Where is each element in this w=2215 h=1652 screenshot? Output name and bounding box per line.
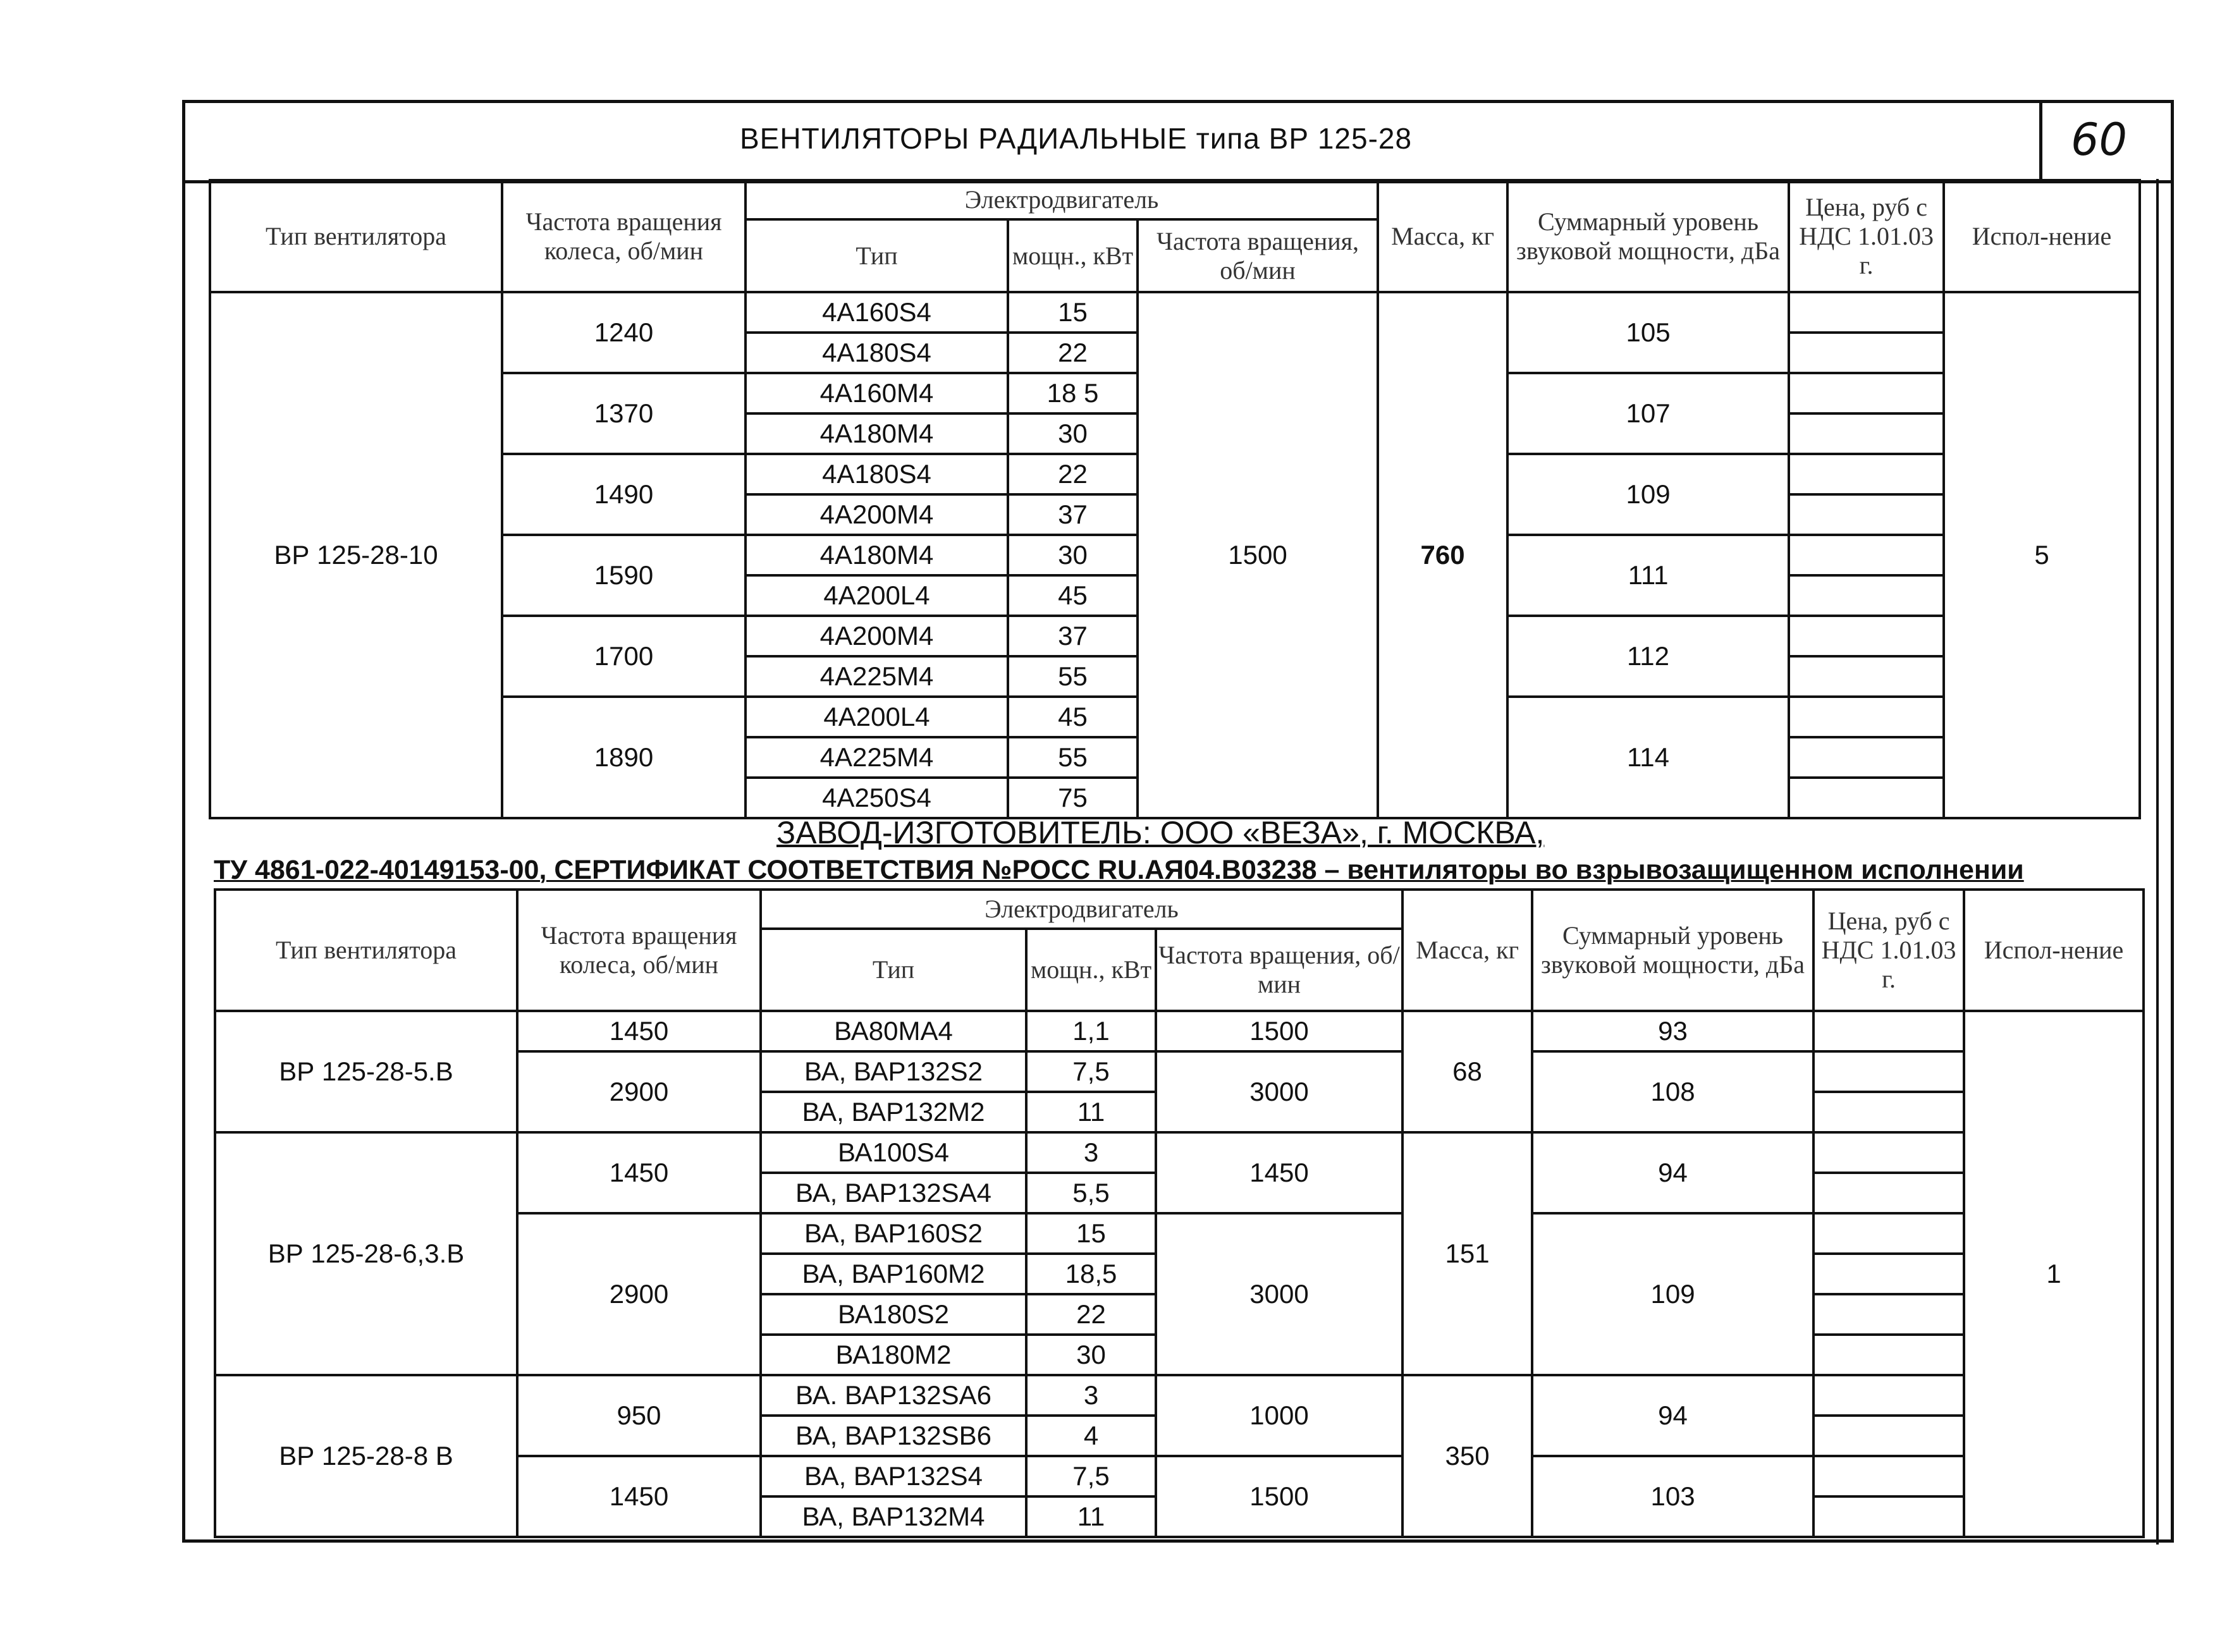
motor-power-cell: 18 5 <box>1008 373 1138 413</box>
motor-power-cell: 1,1 <box>1026 1011 1156 1051</box>
wheel-speed-cell: 1890 <box>502 697 745 818</box>
price-cell <box>1813 1496 1964 1537</box>
header-noise: Суммарный уровень звуковой мощности, дБа <box>1507 180 1789 292</box>
motor-type-cell: 4А180S4 <box>745 454 1008 494</box>
price-cell <box>1789 737 1944 778</box>
motor-type-cell: ВА. ВАР132SA6 <box>761 1375 1026 1416</box>
noise-cell: 111 <box>1507 535 1789 616</box>
noise-cell: 114 <box>1507 697 1789 818</box>
motor-type-cell: ВА, ВАР132SB6 <box>761 1416 1026 1456</box>
motor-speed-cell: 1500 <box>1156 1011 1402 1051</box>
noise-cell: 112 <box>1507 616 1789 697</box>
price-cell <box>1789 616 1944 656</box>
table-row <box>215 1375 2144 1416</box>
price-cell <box>1813 1335 1964 1375</box>
motor-type-cell: ВА, ВАР132SA4 <box>761 1173 1026 1213</box>
motor-speed-cell: 1000 <box>1156 1375 1402 1456</box>
motor-speed-cell: 1450 <box>1156 1132 1402 1213</box>
motor-type-cell: 4А160S4 <box>745 292 1008 333</box>
motor-power-cell: 15 <box>1008 292 1138 333</box>
motor-type-cell: 4А225М4 <box>745 737 1008 778</box>
header-version: Испол-нение <box>1944 180 2140 292</box>
price-cell <box>1789 413 1944 454</box>
motor-power-cell: 75 <box>1008 778 1138 818</box>
header-motor: Электродвигатель <box>761 890 1402 929</box>
motor-type-cell: ВА80МА4 <box>761 1011 1026 1051</box>
motor-power-cell: 30 <box>1008 413 1138 454</box>
motor-speed-cell: 3000 <box>1156 1213 1402 1375</box>
motor-power-cell: 22 <box>1026 1294 1156 1335</box>
price-cell <box>1813 1011 1964 1051</box>
motor-power-cell: 45 <box>1008 575 1138 616</box>
header-wheel-speed: Частота вращения колеса, об/мин <box>502 180 745 292</box>
price-cell <box>1813 1213 1964 1254</box>
motor-type-cell: 4А200М4 <box>745 494 1008 535</box>
motor-type-cell: ВА, ВАР132S4 <box>761 1456 1026 1496</box>
header-version: Испол-нение <box>1964 890 2144 1011</box>
header-motor-type: Тип <box>761 929 1026 1011</box>
fan-type-cell: ВР 125-28-5.В <box>215 1011 517 1132</box>
header-mass: Масса, кг <box>1378 180 1507 292</box>
motor-type-cell: ВА, ВАР132М2 <box>761 1092 1026 1132</box>
price-cell <box>1813 1092 1964 1132</box>
price-cell <box>1789 292 1944 333</box>
noise-cell: 109 <box>1507 454 1789 535</box>
mass-cell: 151 <box>1402 1132 1532 1375</box>
price-cell <box>1789 333 1944 373</box>
price-cell <box>1789 373 1944 413</box>
motor-type-cell: ВА, ВАР132М4 <box>761 1496 1026 1537</box>
motor-type-cell: 4А180М4 <box>745 413 1008 454</box>
right-margin-line <box>2156 179 2159 1545</box>
noise-cell: 94 <box>1532 1375 1813 1456</box>
price-cell <box>1789 494 1944 535</box>
header-mass: Масса, кг <box>1402 890 1532 1011</box>
motor-type-cell: ВА100S4 <box>761 1132 1026 1173</box>
mass-cell: 350 <box>1402 1375 1532 1537</box>
motor-power-cell: 11 <box>1026 1092 1156 1132</box>
motor-power-cell: 7,5 <box>1026 1051 1156 1092</box>
motor-power-cell: 18,5 <box>1026 1254 1156 1294</box>
noise-cell: 109 <box>1532 1213 1813 1375</box>
motor-type-cell: 4А160М4 <box>745 373 1008 413</box>
header-price: Цена, руб с НДС 1.01.03 г. <box>1813 890 1964 1011</box>
motor-power-cell: 22 <box>1008 454 1138 494</box>
noise-cell: 108 <box>1532 1051 1813 1132</box>
table-row <box>210 292 2140 333</box>
manufacturer-line: ЗАВОД-ИЗГОТОВИТЕЛЬ: ООО «ВЕЗА», г. МОСКВА, <box>776 815 1545 850</box>
motor-power-cell: 37 <box>1008 616 1138 656</box>
noise-cell: 94 <box>1532 1132 1813 1213</box>
price-cell <box>1789 454 1944 494</box>
motor-type-cell: 4А200L4 <box>745 575 1008 616</box>
price-cell <box>1813 1051 1964 1092</box>
noise-cell: 107 <box>1507 373 1789 454</box>
mass-cell: 760 <box>1378 292 1507 818</box>
wheel-speed-cell: 2900 <box>517 1051 761 1132</box>
wheel-speed-cell: 1450 <box>517 1132 761 1213</box>
price-cell <box>1813 1375 1964 1416</box>
motor-type-cell: ВА180S2 <box>761 1294 1026 1335</box>
table-row <box>215 1132 2144 1173</box>
motor-power-cell: 11 <box>1026 1496 1156 1537</box>
table-row <box>215 1011 2144 1051</box>
header-price: Цена, руб с НДС 1.01.03 г. <box>1789 180 1944 292</box>
motor-power-cell: 5,5 <box>1026 1173 1156 1213</box>
motor-type-cell: ВА, ВАР132S2 <box>761 1051 1026 1092</box>
mass-cell: 68 <box>1402 1011 1532 1132</box>
motor-power-cell: 3 <box>1026 1375 1156 1416</box>
wheel-speed-cell: 2900 <box>517 1213 761 1375</box>
price-cell <box>1813 1254 1964 1294</box>
price-cell <box>1789 697 1944 737</box>
price-cell <box>1813 1173 1964 1213</box>
motor-power-cell: 37 <box>1008 494 1138 535</box>
motor-speed-cell: 3000 <box>1156 1051 1402 1132</box>
page-title: ВЕНТИЛЯТОРЫ РАДИАЛЬНЫЕ типа ВР 125-28 <box>740 122 1413 155</box>
header-motor-speed: Частота вращения, об/мин <box>1156 929 1402 1011</box>
motor-type-cell: 4А180S4 <box>745 333 1008 373</box>
certificate-line: ТУ 4861-022-40149153-00, СЕРТИФИКАТ СООТВЕТСТВИЯ №РОСС RU.АЯ04.В03238 – вентиляторы во взрывозащищенном исполнении <box>214 855 2024 885</box>
price-cell <box>1813 1416 1964 1456</box>
motor-power-cell: 55 <box>1008 656 1138 697</box>
page-number: 60 <box>2071 114 2128 166</box>
wheel-speed-cell: 1450 <box>517 1011 761 1051</box>
header-motor-power: мощн., кВт <box>1008 219 1138 292</box>
motor-power-cell: 3 <box>1026 1132 1156 1173</box>
wheel-speed-cell: 950 <box>517 1375 761 1456</box>
fan-table-1 <box>209 179 2141 819</box>
noise-cell: 105 <box>1507 292 1789 373</box>
noise-cell: 103 <box>1532 1456 1813 1537</box>
motor-speed-cell: 1500 <box>1138 292 1378 818</box>
fan-type-cell: ВР 125-28-6,3.В <box>215 1132 517 1375</box>
motor-power-cell: 22 <box>1008 333 1138 373</box>
fan-table-2 <box>214 888 2145 1538</box>
motor-power-cell: 30 <box>1008 535 1138 575</box>
price-cell <box>1789 778 1944 818</box>
fan-type-cell: ВР 125-28-10 <box>210 292 502 818</box>
header-wheel-speed: Частота вращения колеса, об/мин <box>517 890 761 1011</box>
motor-type-cell: 4А180М4 <box>745 535 1008 575</box>
price-cell <box>1813 1132 1964 1173</box>
motor-power-cell: 4 <box>1026 1416 1156 1456</box>
wheel-speed-cell: 1370 <box>502 373 745 454</box>
noise-cell: 93 <box>1532 1011 1813 1051</box>
wheel-speed-cell: 1700 <box>502 616 745 697</box>
price-cell <box>1789 575 1944 616</box>
motor-power-cell: 45 <box>1008 697 1138 737</box>
price-cell <box>1813 1456 1964 1496</box>
header-motor-type: Тип <box>745 219 1008 292</box>
header-motor-speed: Частота вращения, об/мин <box>1138 219 1378 292</box>
fan-type-cell: ВР 125-28-8 В <box>215 1375 517 1537</box>
motor-type-cell: 4А200М4 <box>745 616 1008 656</box>
price-cell <box>1813 1294 1964 1335</box>
motor-type-cell: ВА180М2 <box>761 1335 1026 1375</box>
motor-type-cell: ВА, ВАР160М2 <box>761 1254 1026 1294</box>
header-noise: Суммарный уровень звуковой мощности, дБа <box>1532 890 1813 1011</box>
motor-type-cell: ВА, ВАР160S2 <box>761 1213 1026 1254</box>
header-fan-type: Тип вентилятора <box>215 890 517 1011</box>
version-cell: 5 <box>1944 292 2140 818</box>
header-fan-type: Тип вентилятора <box>210 180 502 292</box>
price-cell <box>1789 535 1944 575</box>
motor-power-cell: 30 <box>1026 1335 1156 1375</box>
motor-power-cell: 7,5 <box>1026 1456 1156 1496</box>
price-cell <box>1789 656 1944 697</box>
motor-power-cell: 15 <box>1026 1213 1156 1254</box>
version-cell: 1 <box>1964 1011 2144 1537</box>
motor-type-cell: 4А250S4 <box>745 778 1008 818</box>
motor-type-cell: 4А225М4 <box>745 656 1008 697</box>
header-motor-power: мощн., кВт <box>1026 929 1156 1011</box>
wheel-speed-cell: 1590 <box>502 535 745 616</box>
wheel-speed-cell: 1450 <box>517 1456 761 1537</box>
motor-type-cell: 4А200L4 <box>745 697 1008 737</box>
motor-speed-cell: 1500 <box>1156 1456 1402 1537</box>
wheel-speed-cell: 1490 <box>502 454 745 535</box>
header-motor: Электродвигатель <box>745 180 1378 219</box>
wheel-speed-cell: 1240 <box>502 292 745 373</box>
motor-power-cell: 55 <box>1008 737 1138 778</box>
